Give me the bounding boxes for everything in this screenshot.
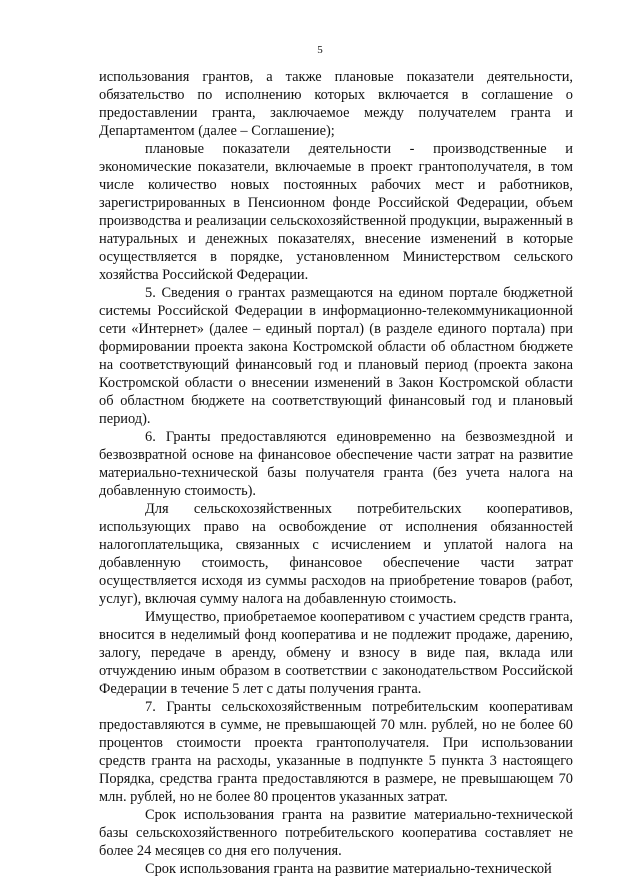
paragraph-grant-usage: использования грантов, а также плановые показатели деятельности, обязательство по исполнению которых включается в соглашение о предоставлении гранта, заключаемое между получателем гранта и Департаментом (далее – Соглашение); [99, 69, 573, 139]
paragraph-term-continued: Срок использования гранта на развитие материально-технической [145, 861, 552, 877]
paragraph-item-7: 7. Гранты сельскохозяйственным потребительским кооперативам предоставляются в сумме, не превышающей 70 млн. рублей, но не более 60 процентов стоимости проекта грантополучателя. При использовании средств гранта на расходы, указанные в подпункте 5 пункта 3 настоящего Порядка, средства гранта предоставляются в размере, не превышающем 70 млн. рублей, но не более 80 процентов указанных затрат. [99, 699, 573, 805]
paragraph-planned-indicators: плановые показатели деятельности - производственные и экономические показатели, включаемые в проект грантополучателя, в том числе количество новых постоянных рабочих мест и работников, зарегистрированных в Пенсионном фонде Российской Федерации, объем производства и реализации сельскохозяйственной продукции, выраженный в натуральных и денежных показателях, внесение изменений в которые осуществляется в порядке, установленном Министерством сельского хозяйства Российской Федерации. [99, 141, 573, 283]
paragraph-property: Имущество, приобретаемое кооперативом с участием средств гранта, вносится в неделимый фонд кооператива и не подлежит продаже, дарению, залогу, передаче в аренду, обмену и взносу в виде пая, вклада или отчуждению иным образом в соответствии с законодательством Российской Федерации в течение 5 лет с даты получения гранта. [99, 609, 573, 697]
paragraph-item-6: 6. Гранты предоставляются единовременно на безвозмездной и безвозвратной основе на финансовое обеспечение части затрат на развитие материально-технической базы получателя гранта (без учета налога на добавленную стоимость). [99, 429, 573, 499]
paragraph-item-5: 5. Сведения о грантах размещаются на едином портале бюджетной системы Российской Федерации в информационно-телекоммуникационной сети «Интернет» (далее – единый портал) (в разделе единого портала) при формировании проекта закона Костромской области об областном бюджете на соответствующий финансовый год и плановый период (проекта закона Костромской области о внесении изменений в Закон Костромской области об областном бюджете на соответствующий финансовый год и плановый период). [99, 285, 573, 427]
document-body [99, 68, 573, 878]
page-number: 5 [317, 44, 323, 56]
paragraph-term-24-months: Срок использования гранта на развитие материально-технической базы сельскохозяйственного потребительского кооператива составляет не более 24 месяцев со дня его получения. [99, 807, 573, 859]
paragraph-cooperatives-vat: Для сельскохозяйственных потребительских кооперативов, использующих право на освобождение от исполнения обязанностей налогоплательщика, связанных с исчислением и уплатой налога на добавленную стоимость, финансовое обеспечение части затрат осуществляется исходя из суммы расходов на приобретение товаров (работ, услуг), включая сумму налога на добавленную стоимость. [99, 501, 573, 607]
